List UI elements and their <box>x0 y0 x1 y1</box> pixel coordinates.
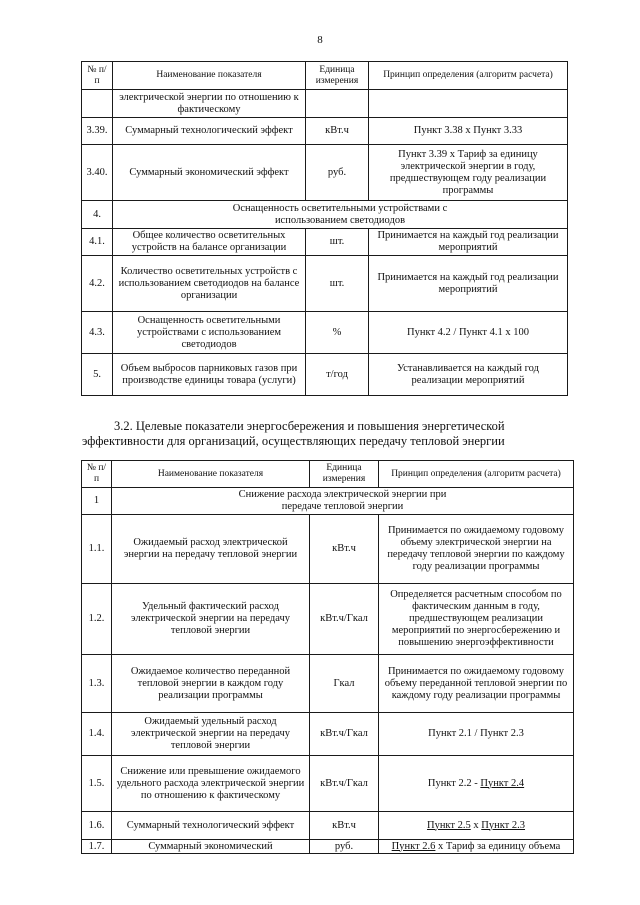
row-num: 4.2. <box>82 256 113 312</box>
row-name: Количество осветительных устройств с использованием светодиодов на балансе организации <box>113 256 306 312</box>
rule-text: х Тариф за единицу объема <box>435 840 561 852</box>
row-rule: Принимается по ожидаемому годовому объему переданной тепловой энергии по каждому году реализации программы <box>379 655 574 713</box>
row-name: Ожидаемый расход электрической энергии на передачу тепловой энергии <box>112 515 310 584</box>
row-unit: шт. <box>306 229 369 256</box>
row-unit: кВт.ч <box>306 118 369 145</box>
heat-transfer-indicators-table <box>81 460 574 854</box>
table-row <box>82 812 574 840</box>
row-name: Ожидаемый удельный расход электрической энергии на передачу тепловой энергии <box>112 713 310 756</box>
row-unit <box>306 90 369 118</box>
row-rule: Устанавливается на каждый год реализации мероприятий <box>369 354 568 396</box>
section-row <box>82 488 574 515</box>
table-row <box>82 118 568 145</box>
row-unit: % <box>306 312 369 354</box>
row-num: 1.7. <box>82 840 112 854</box>
header-rule: Принцип определения (алгоритм расчета) <box>379 461 574 488</box>
row-unit: кВт.ч <box>310 812 379 840</box>
section-row <box>82 201 568 229</box>
row-rule: Принимается на каждый год реализации мероприятий <box>369 229 568 256</box>
table-row <box>82 713 574 756</box>
row-name: Суммарный экономический эффект <box>113 145 306 201</box>
header-num: № п/п <box>82 62 113 90</box>
row-unit: шт. <box>306 256 369 312</box>
row-name: Удельный фактический расход электрической энергии на передачу тепловой энергии <box>112 584 310 655</box>
row-num: 4.1. <box>82 229 113 256</box>
table-header-row <box>82 62 568 90</box>
header-unit: Единица измерения <box>306 62 369 90</box>
row-num: 1.1. <box>82 515 112 584</box>
row-unit: кВт.ч/Гкал <box>310 584 379 655</box>
row-rule <box>379 812 574 840</box>
table-row <box>82 90 568 118</box>
row-rule: Принимается по ожидаемому годовому объему электрической энергии на передачу тепловой энергии по каждому году реализации программы <box>379 515 574 584</box>
header-rule: Принцип определения (алгоритм расчета) <box>369 62 568 90</box>
row-name: Суммарный экономический <box>112 840 310 854</box>
row-rule: Принимается на каждый год реализации мероприятий <box>369 256 568 312</box>
table-row <box>82 312 568 354</box>
row-name: электрической энергии по отношению к фактическому <box>113 90 306 118</box>
section-num: 4. <box>82 201 113 229</box>
row-rule: Пункт 2.1 / Пункт 2.3 <box>379 713 574 756</box>
row-rule: Пункт 3.38 х Пункт 3.33 <box>369 118 568 145</box>
rule-link: Пункт 2.5 <box>426 819 471 831</box>
row-name: Суммарный технологический эффект <box>112 812 310 840</box>
row-num: 1.2. <box>82 584 112 655</box>
rule-text: Пункт 2.2 - <box>427 777 481 789</box>
row-rule <box>369 90 568 118</box>
table-row <box>82 145 568 201</box>
row-num: 3.39. <box>82 118 113 145</box>
table-row <box>82 584 574 655</box>
section-title: Оснащенность осветительными устройствами с использованием светодиодов <box>113 201 568 229</box>
section-heading <box>82 419 560 449</box>
rule-link: Пункт 2.6 <box>391 840 436 852</box>
row-rule: Пункт 3.39 х Тариф за единицу электрической энергии в году, предшествующем году реализации программы <box>369 145 568 201</box>
row-unit: кВт.ч/Гкал <box>310 713 379 756</box>
row-num <box>82 90 113 118</box>
table-row <box>82 229 568 256</box>
section-num: 1 <box>82 488 112 515</box>
row-num: 5. <box>82 354 113 396</box>
header-num: № п/п <box>82 461 112 488</box>
row-unit: Гкал <box>310 655 379 713</box>
rule-text: х <box>470 819 482 831</box>
row-name: Ожидаемое количество переданной тепловой энергии в каждом году реализации программы <box>112 655 310 713</box>
row-unit: руб. <box>310 840 379 854</box>
row-num: 1.5. <box>82 756 112 812</box>
table-header-row <box>82 461 574 488</box>
row-unit: т/год <box>306 354 369 396</box>
indicators-table-continued <box>81 61 568 396</box>
table-row <box>82 354 568 396</box>
header-name: Наименование показателя <box>112 461 310 488</box>
section-title: Снижение расхода электрической энергии при передаче тепловой энергии <box>112 488 574 515</box>
section-heading-line2: эффективности для организаций, осуществляющих передачу тепловой энергии <box>82 434 505 448</box>
row-name: Суммарный технологический эффект <box>113 118 306 145</box>
table-row <box>82 515 574 584</box>
table-row <box>82 655 574 713</box>
page-number: 8 <box>317 34 323 46</box>
rule-link: Пункт 2.3 <box>481 819 526 831</box>
row-rule <box>379 840 574 854</box>
rule-link: Пункт 2.4 <box>480 777 525 789</box>
row-name: Объем выбросов парниковых газов при производстве единицы товара (услуги) <box>113 354 306 396</box>
row-unit: кВт.ч <box>310 515 379 584</box>
row-name: Общее количество осветительных устройств на балансе организации <box>113 229 306 256</box>
row-rule: Пункт 4.2 / Пункт 4.1 х 100 <box>369 312 568 354</box>
row-unit: кВт.ч/Гкал <box>310 756 379 812</box>
row-rule <box>379 756 574 812</box>
header-name: Наименование показателя <box>113 62 306 90</box>
table-row <box>82 256 568 312</box>
table-row <box>82 840 574 854</box>
section-heading-line1: 3.2. Целевые показатели энергосбережения и повышения энергетической <box>114 419 505 433</box>
row-name: Оснащенность осветительными устройствами с использованием светодиодов <box>113 312 306 354</box>
row-num: 3.40. <box>82 145 113 201</box>
row-num: 4.3. <box>82 312 113 354</box>
table-row <box>82 756 574 812</box>
row-num: 1.4. <box>82 713 112 756</box>
row-name: Снижение или превышение ожидаемого удельного расхода электрической энергии по отношению к фактическому <box>112 756 310 812</box>
row-num: 1.3. <box>82 655 112 713</box>
row-unit: руб. <box>306 145 369 201</box>
row-rule: Определяется расчетным способом по фактическим данным в году, предшествующем реализации мероприятий по энергосбережению и повышению энергоэффективности <box>379 584 574 655</box>
row-num: 1.6. <box>82 812 112 840</box>
header-unit: Единица измерения <box>310 461 379 488</box>
